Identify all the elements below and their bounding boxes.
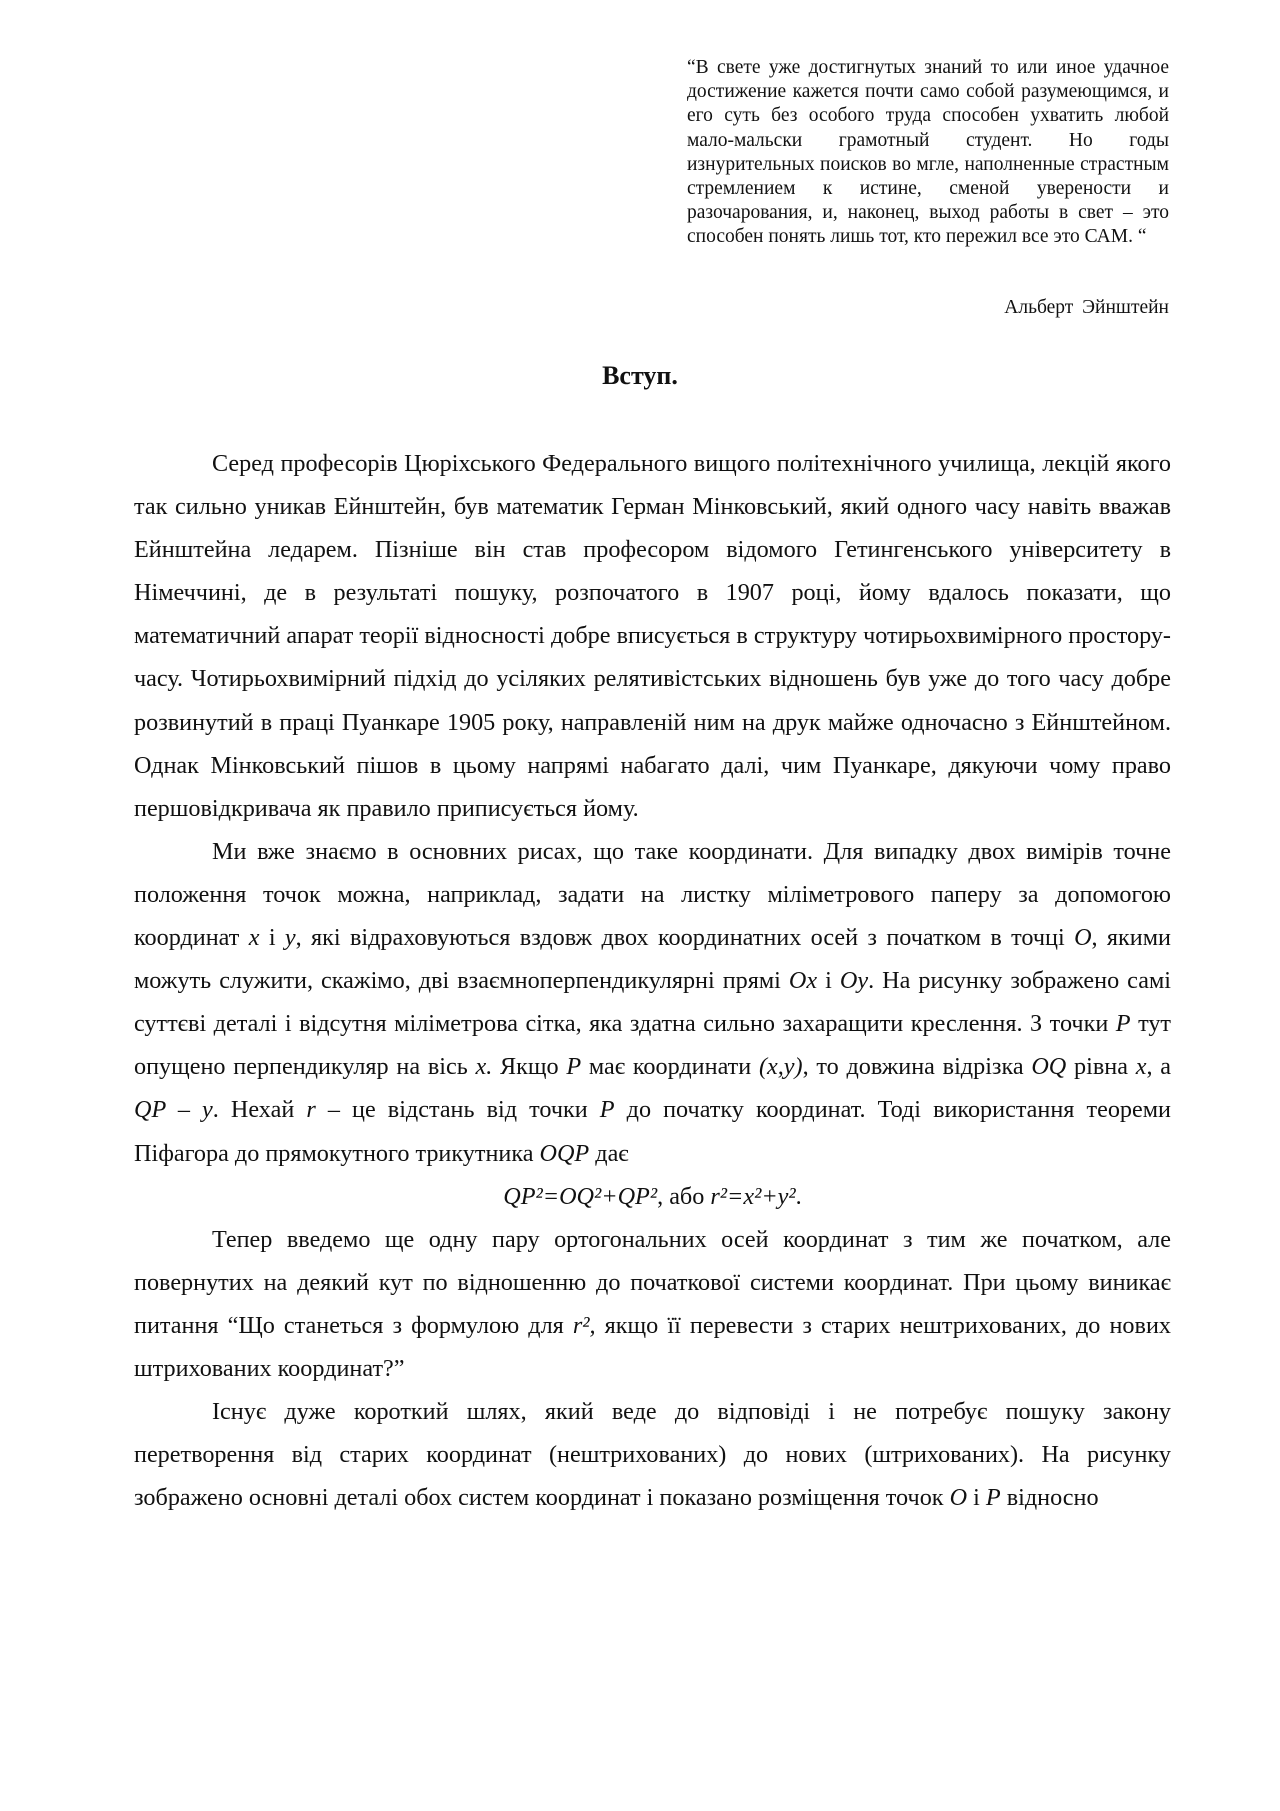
math-var: x	[1135, 1053, 1147, 1081]
text-segment: дає	[589, 1139, 629, 1167]
text-segment: якщо її перевести з старих нештрихованих, до нових штрихованих координат?”	[134, 1311, 1171, 1382]
text-segment: і	[817, 967, 840, 995]
text-segment: Якщо	[492, 1053, 567, 1081]
math-var: (x,y)	[758, 1053, 803, 1081]
math-var: OQP	[539, 1139, 590, 1167]
text-segment: рівна	[1066, 1053, 1136, 1081]
text-segment: , якими можуть служити, скажімо, дві взаємноперпендикулярні прямі	[134, 924, 1171, 995]
math-var: P	[599, 1096, 615, 1124]
text-segment: .	[795, 1182, 802, 1210]
text-segment: Існує дуже короткий шлях, який веде до відповіді і не потребує пошуку закону перетворення від старих координат (нештрихованих) до нових (штрихованих). На рисунку зображено основні деталі обох систем координат і показано розміщення точок	[134, 1398, 1171, 1512]
text-segment: , а	[1146, 1053, 1171, 1081]
math-var: O	[949, 1484, 968, 1512]
math-var: y	[284, 924, 296, 952]
pythagoras-formula	[134, 1175, 1171, 1218]
text-segment: – це відстань від точки	[315, 1096, 600, 1124]
text-segment: , або	[657, 1182, 711, 1210]
math-expr: QP²=OQ²+QP²	[503, 1182, 658, 1210]
text-segment: відносно	[1000, 1484, 1099, 1512]
math-var: r	[306, 1096, 316, 1124]
math-var: P	[985, 1484, 1001, 1512]
text-segment: Тепер введемо ще одну пару ортогональних осей координат з тим же початком, але повернутих на деякий кут по відношенню до початкової системи координат. При цьому виникає питання “Що станеться з формулою для	[134, 1225, 1171, 1339]
paragraph-4	[134, 1390, 1171, 1519]
text-segment: має координати	[581, 1053, 759, 1081]
math-var: x.	[475, 1053, 493, 1081]
paragraph-2	[134, 830, 1171, 1175]
text-segment: Ми вже знаємо в основних рисах, що таке координати. Для випадку двох вимірів точне положення точок можна, наприклад, задати на листку міліметрового паперу за допомогою координат	[134, 837, 1171, 952]
math-var: Oy	[839, 967, 869, 995]
math-var: OQ	[1031, 1053, 1067, 1081]
epigraph-quote: “В свете уже достигнутых знаний то или иное удачное достижение кажется почти само собой разумеющимся, и его суть без особого труда способен ухватить любой мало-мальски грамотный студент. Но годы изнурительных поисков во мгле, наполненные страстным стремлением к истине, сменой уверености и разочарования, и, наконец, выход работы в свет – это способен понять лишь тот, кто пережил все это САМ. “	[687, 57, 1169, 248]
paragraph-1: Серед професорів Цюріхського Федерального вищого політехнічного училища, лекцій якого так сильно уникав Ейнштейн, був математик Герман Мінковський, який одного часу навіть вважав Ейнштейна ледарем. Пізніше він став професором відомого Гетингенського університету в Німеччині, де в результаті пошуку, розпочатого в 1907 році, йому вдалось показати, що математичний апарат теорії відносності добре вписується в структуру чотирьохвимірного простору-часу. Чотирьохвимірний підхід до усіляких релятивістських відношень був уже до того часу добре розвинутий в праці Пуанкаре 1905 року, направленій ним на друк майже одночасно з Ейнштейном. Однак Мінковський пішов в цьому напрямі набагато далі, чим Пуанкаре, дякуючи чому право першовідкривача як правило приписується йому.	[134, 450, 1171, 822]
math-var: r²,	[572, 1311, 596, 1339]
text-segment: , які відраховуються вздовж двох координатних осей з початком в точці	[295, 924, 1075, 952]
text-segment: , то довжина відрізка	[802, 1053, 1032, 1081]
math-var: QP – y	[134, 1096, 213, 1124]
text-segment: . На рисунку зображено самі суттєві деталі і відсутня міліметрова сітка, яка здатна сильно захаращити креслення. З точки	[134, 967, 1171, 1038]
text-segment: . Нехай	[212, 1096, 307, 1124]
math-var: O	[1074, 924, 1092, 952]
text-segment: тут опущено перпендикуляр на вісь	[134, 1010, 1171, 1081]
math-expr: r²=x²+y²	[710, 1182, 796, 1210]
math-var: Ox	[788, 967, 818, 995]
section-title: Вступ.	[602, 361, 678, 390]
epigraph-author: Альберт Эйнштейн	[1004, 297, 1169, 318]
paragraph-3	[134, 1218, 1171, 1390]
math-var: P	[1115, 1010, 1131, 1038]
text-segment: до початку координат. Тоді використання теореми Піфагора до прямокутного трикутника	[134, 1096, 1171, 1167]
text-segment: і	[259, 924, 285, 952]
math-var: x	[248, 924, 260, 952]
body-text	[134, 442, 1171, 1519]
math-var: P	[566, 1053, 582, 1081]
text-segment: і	[967, 1484, 986, 1512]
